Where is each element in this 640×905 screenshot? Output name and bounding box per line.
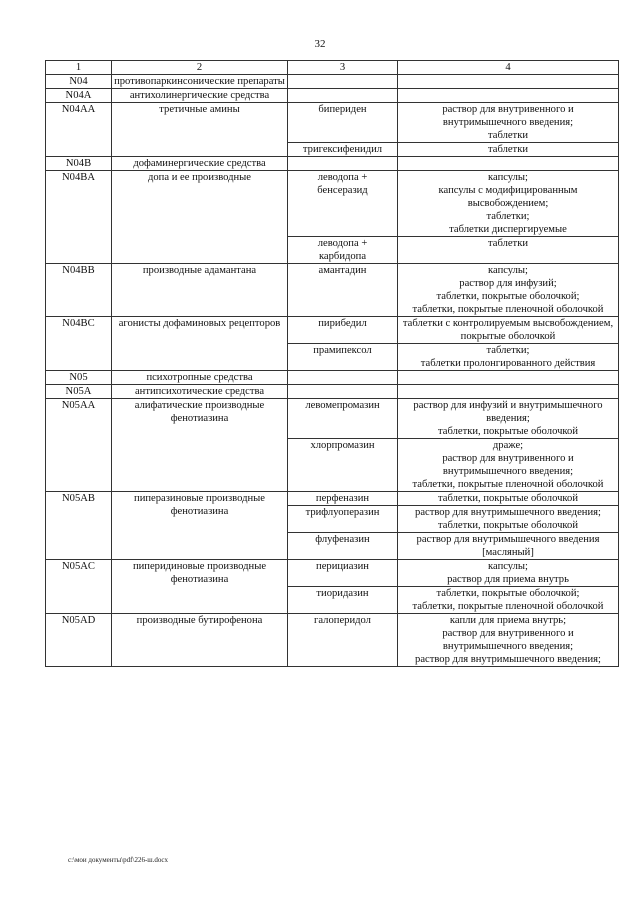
dosage-forms-cell: таблетки <box>398 237 619 264</box>
atc-code-cell: N05AC <box>46 560 112 614</box>
dosage-forms-cell: раствор для внутримышечного введения [масляный] <box>398 533 619 560</box>
drug-name-cell: перфеназин <box>288 492 398 506</box>
group-name-cell: противопаркинсонические препараты <box>112 75 288 89</box>
drug-name-cell: пирибедил <box>288 317 398 344</box>
table-row <box>46 103 619 143</box>
table-row <box>46 89 619 103</box>
column-header: 3 <box>288 61 398 75</box>
drug-name-cell: перициазин <box>288 560 398 587</box>
dosage-forms-cell: раствор для внутривенного и внутримышечного введения; таблетки <box>398 103 619 143</box>
dosage-forms-cell <box>398 157 619 171</box>
atc-code-cell: N05 <box>46 371 112 385</box>
drug-name-cell: амантадин <box>288 264 398 317</box>
atc-code-cell: N04A <box>46 89 112 103</box>
table-row <box>46 171 619 237</box>
drug-name-cell <box>288 385 398 399</box>
drug-name-cell: леводопа + бенсеразид <box>288 171 398 237</box>
table-body <box>46 75 619 667</box>
atc-code-cell: N04AA <box>46 103 112 157</box>
drug-name-cell: леводопа + карбидопа <box>288 237 398 264</box>
atc-code-cell: N04BA <box>46 171 112 264</box>
drug-name-cell <box>288 157 398 171</box>
drug-name-cell: бипериден <box>288 103 398 143</box>
group-name-cell: допа и ее производные <box>112 171 288 264</box>
dosage-forms-cell: таблетки; таблетки пролонгированного действия <box>398 344 619 371</box>
dosage-forms-cell: капсулы; раствор для инфузий; таблетки, покрытые оболочкой; таблетки, покрытые пленочной оболочкой <box>398 264 619 317</box>
table-row <box>46 385 619 399</box>
atc-code-cell: N05AD <box>46 614 112 667</box>
dosage-forms-cell: драже; раствор для внутривенного и внутримышечного введения; таблетки, покрытые пленочной оболочкой <box>398 439 619 492</box>
dosage-forms-cell: таблетки, покрытые оболочкой; таблетки, покрытые пленочной оболочкой <box>398 587 619 614</box>
atc-code-cell: N04 <box>46 75 112 89</box>
group-name-cell: пиперазиновые производные фенотиазина <box>112 492 288 560</box>
dosage-forms-cell: капли для приема внутрь; раствор для внутривенного и внутримышечного введения; раствор для внутримышечного введения; <box>398 614 619 667</box>
drug-registry-table <box>45 60 619 667</box>
drug-name-cell: галоперидол <box>288 614 398 667</box>
group-name-cell: производные бутирофенона <box>112 614 288 667</box>
dosage-forms-cell: капсулы; капсулы с модифицированным высвобождением; таблетки; таблетки диспергируемые <box>398 171 619 237</box>
dosage-forms-cell: раствор для инфузий и внутримышечного введения; таблетки, покрытые оболочкой <box>398 399 619 439</box>
atc-code-cell: N04B <box>46 157 112 171</box>
footer-file-path: c:\мои документы\pdf\226-ш.docx <box>68 856 169 864</box>
dosage-forms-cell: капсулы; раствор для приема внутрь <box>398 560 619 587</box>
drug-name-cell <box>288 371 398 385</box>
drug-name-cell: хлорпромазин <box>288 439 398 492</box>
group-name-cell: агонисты дофаминовых рецепторов <box>112 317 288 371</box>
group-name-cell: дофаминергические средства <box>112 157 288 171</box>
dosage-forms-cell <box>398 89 619 103</box>
column-header: 4 <box>398 61 619 75</box>
dosage-forms-cell <box>398 75 619 89</box>
dosage-forms-cell: таблетки, покрытые оболочкой <box>398 492 619 506</box>
dosage-forms-cell: раствор для внутримышечного введения; таблетки, покрытые оболочкой <box>398 506 619 533</box>
drug-name-cell: тригексифенидил <box>288 143 398 157</box>
table-row <box>46 157 619 171</box>
drug-name-cell: трифлуоперазин <box>288 506 398 533</box>
drug-name-cell: тиоридазин <box>288 587 398 614</box>
group-name-cell: пиперидиновые производные фенотиазина <box>112 560 288 614</box>
dosage-forms-cell: таблетки с контролируемым высвобождением, покрытые оболочкой <box>398 317 619 344</box>
table-row <box>46 371 619 385</box>
group-name-cell: алифатические производные фенотиазина <box>112 399 288 492</box>
table-row <box>46 317 619 344</box>
drug-name-cell: левомепромазин <box>288 399 398 439</box>
table-row <box>46 492 619 506</box>
atc-code-cell: N04BB <box>46 264 112 317</box>
table-row <box>46 560 619 587</box>
atc-code-cell: N05AB <box>46 492 112 560</box>
table-row <box>46 614 619 667</box>
drug-name-cell: флуфеназин <box>288 533 398 560</box>
drug-name-cell <box>288 75 398 89</box>
table-row <box>46 399 619 439</box>
page-number: 32 <box>314 38 326 50</box>
drug-name-cell: прамипексол <box>288 344 398 371</box>
group-name-cell: психотропные средства <box>112 371 288 385</box>
atc-code-cell: N04BC <box>46 317 112 371</box>
group-name-cell: производные адамантана <box>112 264 288 317</box>
dosage-forms-cell <box>398 385 619 399</box>
group-name-cell: антихолинергические средства <box>112 89 288 103</box>
atc-code-cell: N05AA <box>46 399 112 492</box>
dosage-forms-cell: таблетки <box>398 143 619 157</box>
table-header <box>46 61 619 75</box>
column-header: 1 <box>46 61 112 75</box>
column-header: 2 <box>112 61 288 75</box>
table-row <box>46 75 619 89</box>
group-name-cell: антипсихотические средства <box>112 385 288 399</box>
atc-code-cell: N05A <box>46 385 112 399</box>
drug-name-cell <box>288 89 398 103</box>
table-row <box>46 264 619 317</box>
group-name-cell: третичные амины <box>112 103 288 157</box>
dosage-forms-cell <box>398 371 619 385</box>
